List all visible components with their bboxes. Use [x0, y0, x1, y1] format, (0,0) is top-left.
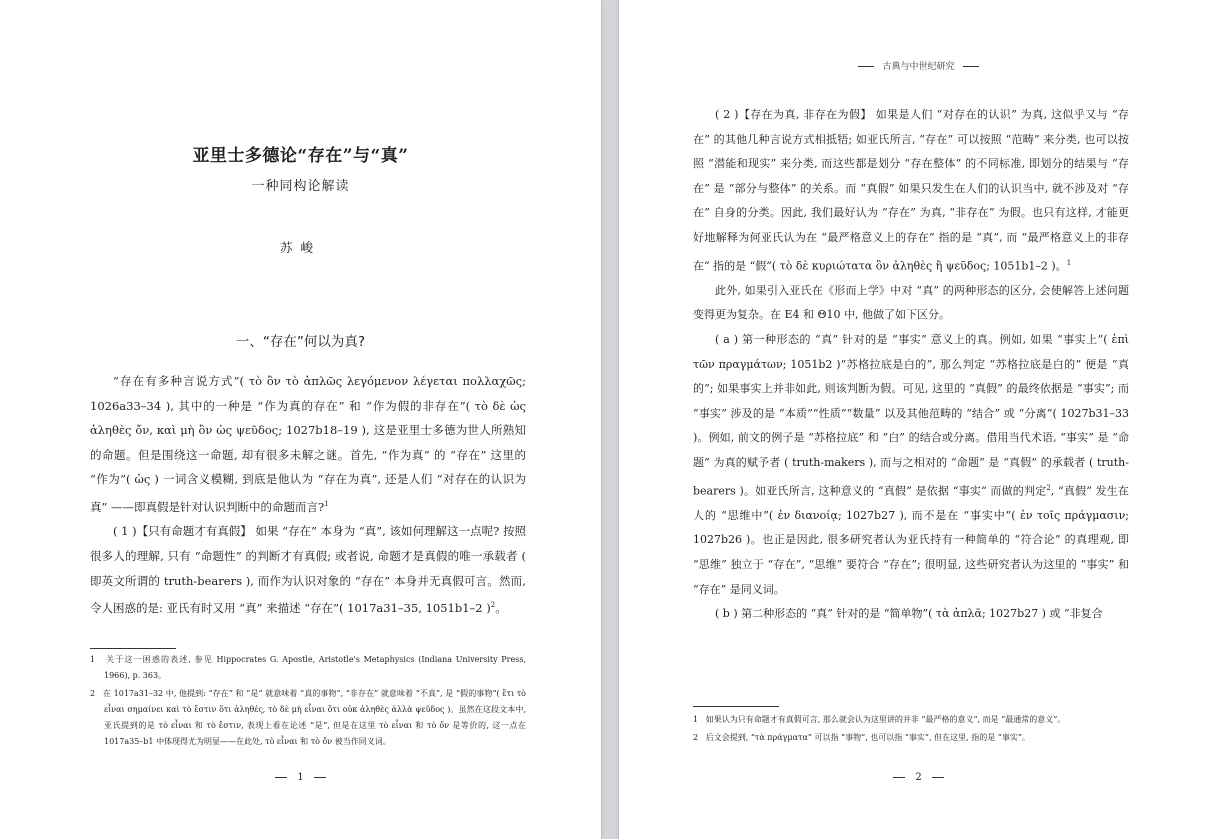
- page-number: 1: [0, 772, 601, 783]
- footnote: 2 在 1017a31–32 中, 他提到: “存在” 和 “是” 就意味着 “真的事物”, “非存在” 就意味着 “不真”, 是 “假的事物”( ἔτι τὸ εἶναι σημαίνει καὶ τὸ ἔστιν ὅτι ἀληθές, τὸ δὲ μὴ εἶναι ὅτι οὐκ ἀληθὲς ἀλλὰ ψεῦδος )。虽然在这段文本中, 亚氏提到的是 τὸ εἶναι 和 τὸ ἔστιν, 表现上看在论述 “是”, 但是在这里 τὸ εἶναι 和 τὸ ὄν 是等价的, 这一点在 1017a35–b1 中体现得尤为明显——在此处, τὸ εἶναι 和 τὸ ὄν 被当作同义词。: [90, 689, 526, 746]
- document-page-2: [619, 0, 1218, 839]
- page1-body: [90, 369, 526, 621]
- running-header: 古典与中世纪研究: [619, 59, 1218, 72]
- paragraph: 此外, 如果引入亚氏在《形而上学》中对 “真” 的两种形态的区分, 会使解答上述问题变得更为复杂。在 E4 和 Θ10 中, 他做了如下区分。: [693, 283, 1129, 322]
- footnote: 1 关于这一困惑的表述, 参见 Hippocrates G. Apostle, Aristotle's Metaphysics (Indiana University Press, 1966), p. 363。: [90, 655, 526, 680]
- document-page-1: [0, 0, 601, 839]
- page1-footnotes: [90, 652, 526, 752]
- footnote-ref[interactable]: 2: [1046, 483, 1051, 492]
- paragraph: “存在有多种言说方式”( τὸ ὂν τὸ ἁπλῶς λεγόμενον λέγεται πολλαχῶς; 1026a33–34 ), 其中的一种是 “作为真的存在” 和 “作为假的非存在”( τὸ δὲ ὡς ἀληθὲς ὄν, καὶ μὴ ὂν ὡς ψεῦδος; 1027b18–19 ), 这是亚里士多德为世人所熟知的命题。但是围绕这一命题, 却有很多未解之谜。首先, “作为真” 的 “存在” 这里的 “作为”( ὡς ) 一词含义模糊, 到底是他认为 “存在为真”, 还是人们 “对存在的认识为真” ——即真假是针对认识判断中的命题而言?$^1$: [90, 374, 526, 514]
- paragraph: ( a ) 第一种形态的 “真” 针对的是 “事实” 意义上的真。例如, 如果 “事实上”( ἐπὶ τῶν πραγμάτων; 1051b2 )“苏格拉底是白的”, 那么判定 “苏格拉底是白的” 便是 “真的”; 如果事实上并非如此, 则该判断为假。可见, 这里的 “真假” 的最终依据是 “事实”; 而 “事实” 涉及的是 “本质”“性质”“数量” 以及其他范畴的 “结合” 或 “分离”( 1027b31–33 )。例如, 前文的例子是 “苏格拉底” 和 “白” 的结合或分离。借用当代术语, “事实” 是 “命题” 为真的赋予者 ( truth-makers ), 而与之相对的 “命题” 是 “真假” 的承载者 ( truth-bearers )。如亚氏所言, 这种意义的 “真假” 是依据 “事实” 而做的判定$^2$, “真假” 发生在人的 “思维中”( ἐν διανοίᾳ; 1027b27 ), 而不是在 “事实中”( ἐν τοῖς πράγμασιν; 1027b26 )。也正是因此, 很多研究者认为亚氏持有一种简单的 “符合论” 的真理观, 即 “思维” 独立于 “存在”, “思维” 要符合 “存在”; 很明显, 这些研究者认为这里的 “事实” 和 “存在” 是同义词。: [693, 333, 1129, 596]
- section-heading: 一、“存在”何以为真?: [235, 334, 366, 350]
- footnote: 1 如果认为只有命题才有真假可言, 那么就会认为这里讲的并非 “最严格的意义”, 而是 “最通常的意义”。: [693, 715, 1066, 724]
- footnote-divider: [693, 706, 779, 707]
- paragraph: ( b ) 第二种形态的 “真” 针对的是 “简单物”( τὰ ἁπλᾶ; 1027b27 ) 或 “非复合: [715, 607, 1103, 621]
- footnote-ref[interactable]: 1: [324, 499, 329, 508]
- footnote-divider: [90, 648, 176, 649]
- article-subtitle: 一种同构论解读: [251, 179, 350, 194]
- article-title: 亚里士多德论“存在”与“真”: [192, 146, 409, 166]
- footnote-ref[interactable]: 1: [1066, 258, 1072, 267]
- article-author: 苏峻: [279, 240, 321, 255]
- footnote: 2 后文会提到, “τὰ πράγματα” 可以指 “事物”, 也可以指 “事实”, 但在这里, 指的是 “事实”。: [693, 733, 1030, 742]
- page-number: 2: [619, 772, 1218, 783]
- page2-body: [693, 103, 1129, 627]
- paragraph: ( 2 )【存在为真, 非存在为假】 如果是人们 “对存在的认识” 为真, 这似乎又与 “存在” 的其他几种言说方式相抵牾; 如亚氏所言, “存在” 可以按照 “范畴” 来分类, 也可以按照 “潜能和现实” 来分类, 而这些都是划分 “存在整体” 的不同标准, 即划分的结果与 “存在” 是 “部分与整体” 的关系。而 “真假” 如果只发生在人们的认识当中, 就不涉及对 “存在” 自身的分类。因此, 我们最好认为 “存在” 为真, “非存在” 为假。也只有这样, 才能更好地解释为何亚氏认为在 “最严格意义上的存在” 指的是 “真”, 而 “最严格意义上的非存在” 指的是 “假”( τὸ δὲ κυριώτατα ὂν ἀληθὲς ἢ ψεῦδος; 1051b1–2 )。$^1$: [693, 108, 1129, 273]
- page2-footnotes: [693, 712, 1129, 748]
- paragraph: ( 1 )【只有命题才有真假】 如果 “存在” 本身为 “真”, 该如何理解这一点呢? 按照很多人的理解, 只有 “命题性” 的判断才有真假; 或者说, 命题才是真假的唯一承载者 ( 即英文所谓的 truth-bearers ), 而作为认识对象的 “存在” 本身并无真假可言。然而, 令人困惑的是: 亚氏有时又用 “真” 来描述 “存在”( 1017a31–35, 1051b1–2 )$^2$。: [90, 524, 526, 615]
- footnote-ref[interactable]: 2: [490, 601, 496, 610]
